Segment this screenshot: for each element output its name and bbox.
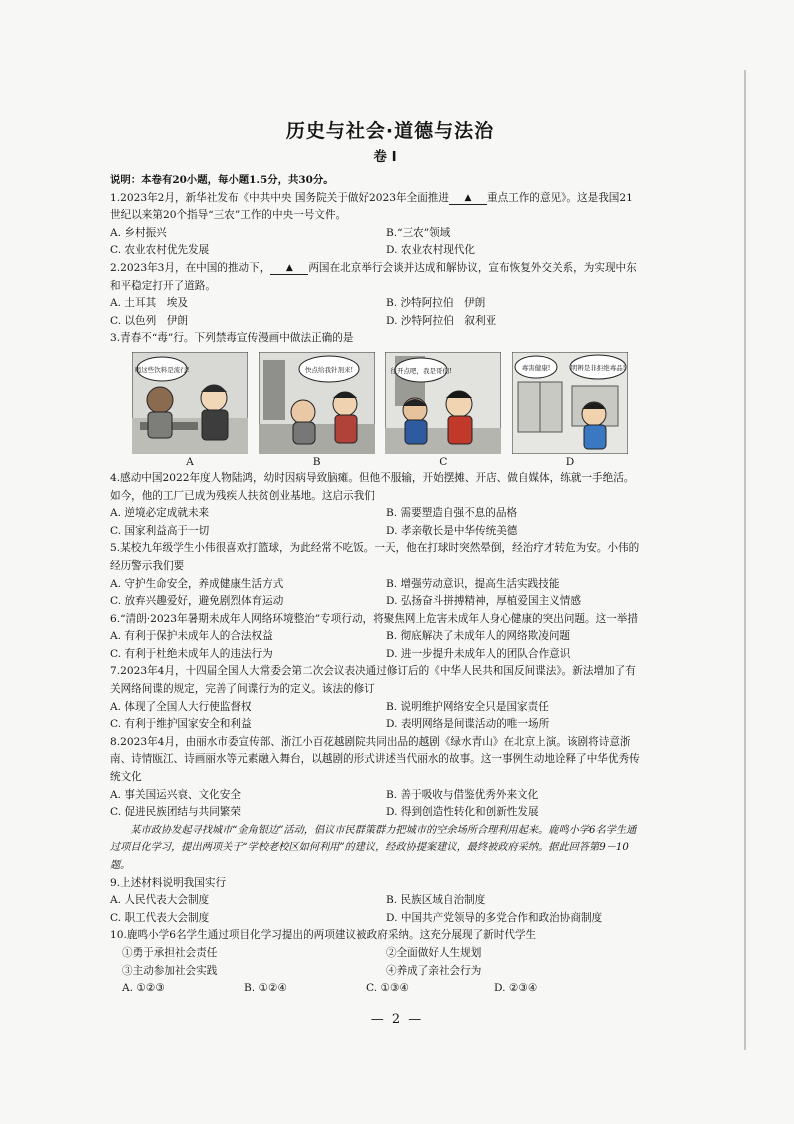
option-a: A. 土耳其 埃及 xyxy=(110,297,188,310)
cartoon-a-image xyxy=(132,352,248,454)
cartoon-b-bubble: 快点给我针剂来! xyxy=(304,365,353,374)
option-d: D. 中国共产党领导的多党合作和政治协商制度 xyxy=(386,911,603,924)
question-5 xyxy=(110,540,640,610)
statements xyxy=(110,945,640,980)
cartoon-c xyxy=(385,352,501,470)
option-c: C. 国家利益高于一切 xyxy=(110,524,210,537)
question-stem: 4.感动中国2022年度人物陆鸿，幼时因病导致脑瘫。但他不服输，开始摆摊、开店、做自媒体，练就一手绝活。如今，他的工厂已成为残疾人扶贫创业基地。这启示我们 xyxy=(110,471,635,502)
option-c: C. 职工代表大会制度 xyxy=(110,911,210,924)
options xyxy=(110,505,640,540)
question-stem: 7.2023年4月，十四届全国人大常委会第二次会议表决通过修订后的《中华人民共和国反间谍法》。新法增加了有关网络间谍的规定，完善了间谍行为的定义。该法的修订 xyxy=(110,665,636,696)
option-d: D. 得到创造性转化和创新性发展 xyxy=(386,806,539,819)
option-d: D. 表明网络是间谍活动的唯一场所 xyxy=(386,718,550,731)
options xyxy=(110,699,640,734)
option-c: C. 有利于杜绝未成年人的违法行为 xyxy=(110,647,273,660)
options xyxy=(110,295,640,330)
option-a: A. 乡村振兴 xyxy=(110,226,167,239)
option-c: C. 放弃兴趣爱好，避免剧烈体育运动 xyxy=(110,595,284,608)
question-6 xyxy=(110,611,640,664)
page-number: — 2 — xyxy=(370,1012,424,1027)
cartoon-d-bubble-right: 明辨是非拒绝毒品! xyxy=(570,363,626,372)
options xyxy=(110,225,640,260)
cartoon-c-image xyxy=(385,352,501,454)
option-a: A. 事关国运兴衰、文化安全 xyxy=(110,788,241,801)
option-d: D. 弘扬奋斗拼搏精神，厚植爱国主义情感 xyxy=(386,595,581,608)
option-a: A. ①②③ xyxy=(122,982,165,995)
answer-blank: ▲ xyxy=(270,262,308,275)
cartoon-a xyxy=(132,352,248,470)
question-3 xyxy=(110,330,640,470)
question-4 xyxy=(110,470,640,540)
answer-blank: ▲ xyxy=(449,192,487,205)
material-paragraph: 某市政协发起寻找城市“金角银边”活动，倡议市民群策群力把城市的空余场所合理利用起来。鹿鸣小学6名学生通过项目化学习，提出两项关于“学校老校区如何利用”的建议，经政协提案建议，最终被政府采纳。据此回答第9－10题。 xyxy=(110,824,637,871)
question-stem: 3.青春不“毒”行。下列禁毒宣传漫画中做法正确的是 xyxy=(110,332,354,345)
cartoon-label: B xyxy=(312,455,321,468)
option-a: A. 人民代表大会制度 xyxy=(110,894,210,907)
scan-edge-line xyxy=(744,70,746,1050)
question-10 xyxy=(110,927,640,997)
option-c: C. ①③④ xyxy=(366,982,409,995)
question-1 xyxy=(110,190,640,260)
question-stem: 6.“清朗·2023年暑期未成年人网络环境整治”专项行动，将聚焦网上危害未成年人身心健康的突出问题。这一举措 xyxy=(110,612,638,625)
cartoon-a-bubble: 喝这些饮料是流行! xyxy=(134,365,190,374)
option-a: A. 体现了全国人大行使监督权 xyxy=(110,700,252,713)
exam-content xyxy=(110,118,640,998)
question-2 xyxy=(110,260,640,330)
question-stem: 5.某校九年级学生小伟很喜欢打篮球，为此经常不吃饭。一天，他在打球时突然晕倒，经治疗才转危为安。小伟的经历警示我们要 xyxy=(110,542,640,572)
option-b: B. 说明维护网络安全只是国家责任 xyxy=(386,700,549,713)
option-d: D. 孝亲敬长是中华传统美德 xyxy=(386,524,518,537)
option-d: D. 沙特阿拉伯 叙利亚 xyxy=(386,314,497,327)
question-stem: 2.2023年3月，在中国的推动下， ▲ 两国在北京举行会谈并达成和解协议，宣布恢复外交关系，为实现中东和平稳定打开了道路。 xyxy=(110,261,637,292)
option-b: B.“三农”领域 xyxy=(386,226,451,239)
cartoon-d-bubble-left: 毒害健康! xyxy=(521,363,551,372)
cartoon-label: A xyxy=(186,455,194,468)
question-stem: 8.2023年4月，由丽水市委宣传部、浙江小百花越剧院共同出品的越剧《绿水青山》在北京上演。该剧将诗意浙南、诗情瓯江、诗画丽水等元素融入舞台，以越剧的形式讲述当代丽水的故事。这一事例生动地诠释了中华优秀传统文化 xyxy=(110,735,640,784)
option-a: A. 有利于保护未成年人的合法权益 xyxy=(110,630,273,643)
paper-title: 历史与社会·道德与法治 xyxy=(285,120,495,142)
options xyxy=(110,980,640,998)
cartoon-b-image xyxy=(259,352,375,454)
option-a: A. 守护生命安全，养成健康生活方式 xyxy=(110,577,284,590)
option-c: C. 有利于维护国家安全和利益 xyxy=(110,718,252,731)
instruction: 说明：本卷有20小题，每小题1.5分，共30分。 xyxy=(110,174,334,186)
option-d: D. 农业农村现代化 xyxy=(386,244,476,257)
option-b: B. ①②④ xyxy=(244,982,288,995)
option-d: D. 进一步提升未成年人的团队合作意识 xyxy=(386,647,571,660)
options xyxy=(110,628,640,663)
question-9 xyxy=(110,875,640,928)
option-b: B. 需要塑造自强不息的品格 xyxy=(386,507,518,520)
statement-3: ③主动参加社会实践 xyxy=(122,964,218,977)
option-b: B. 善于吸收与借鉴优秀外来文化 xyxy=(386,788,539,801)
statement-1: ①勇于承担社会责任 xyxy=(122,946,218,959)
cartoon-d xyxy=(512,352,628,470)
question-stem: 10.鹿鸣小学6名学生通过项目化学习提出的两项建议被政府采纳。这充分展现了新时代学生 xyxy=(110,929,537,942)
cartoon-row xyxy=(132,352,628,470)
statement-2: ②全面做好人生规划 xyxy=(386,946,482,959)
cartoon-b xyxy=(259,352,375,470)
option-b: B. 沙特阿拉伯 伊朗 xyxy=(386,297,486,310)
options xyxy=(110,892,640,927)
question-8 xyxy=(110,734,640,822)
option-b: B. 民族区域自治制度 xyxy=(386,894,486,907)
question-stem: 1.2023年2月，新华社发布《中共中央 国务院关于做好2023年全面推进 ▲ 重点工作的意见》。这是我国21世纪以来第20个指导“三农”工作的中央一号文件。 xyxy=(110,191,633,222)
option-c: C. 农业农村优先发展 xyxy=(110,244,210,257)
cartoon-label: D xyxy=(565,455,575,468)
option-b: B. 彻底解决了未成年人的网络欺凌问题 xyxy=(386,630,571,643)
question-stem: 9.上述材料说明我国实行 xyxy=(110,876,227,889)
statement-4: ④养成了亲社会行为 xyxy=(386,964,482,977)
option-c: C. 以色列 伊朗 xyxy=(110,314,189,327)
cartoon-d-image xyxy=(512,352,628,454)
option-a: A. 逆境必定成就未来 xyxy=(110,507,210,520)
options xyxy=(110,576,640,611)
cartoon-c-bubble: 往开点吧，我是哥们! xyxy=(390,366,452,375)
question-7 xyxy=(110,663,640,733)
cartoon-label: C xyxy=(439,455,448,468)
option-b: B. 增强劳动意识，提高生活实践技能 xyxy=(386,577,560,590)
option-d: D. ②③④ xyxy=(494,982,538,995)
options xyxy=(110,787,640,822)
volume-label: 卷 Ⅰ xyxy=(373,149,397,165)
option-c: C. 促进民族团结与共同繁荣 xyxy=(110,806,241,819)
